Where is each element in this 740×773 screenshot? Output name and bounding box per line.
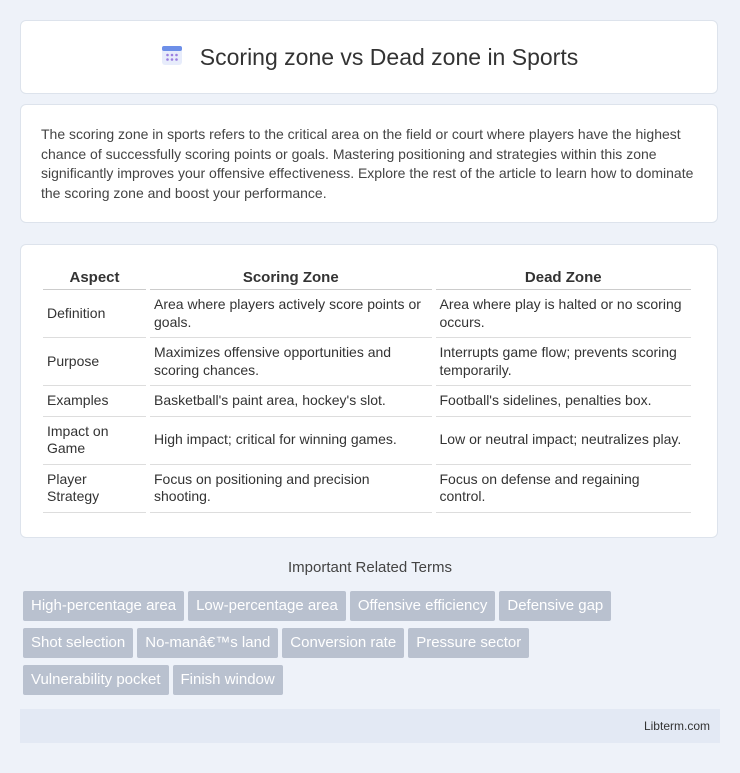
- related-term-tag[interactable]: High-percentage area: [23, 591, 184, 621]
- table-row: [43, 338, 691, 386]
- related-term-tag[interactable]: No-manâ€™s land: [137, 628, 278, 658]
- related-terms-title: Important Related Terms: [288, 559, 452, 576]
- row-aspect: Definition: [43, 290, 146, 338]
- footer: [20, 709, 720, 743]
- row-dead: Interrupts game flow; prevents scoring temporarily.: [436, 338, 692, 386]
- intro-card: [20, 104, 718, 223]
- table-row: [43, 290, 691, 338]
- row-aspect: Impact on Game: [43, 417, 146, 465]
- comparison-card: [20, 244, 718, 538]
- header-dead-zone: Dead Zone: [436, 267, 692, 290]
- page-title: Scoring zone vs Dead zone in Sports: [199, 43, 579, 70]
- related-term-tag[interactable]: Finish window: [173, 665, 283, 695]
- row-aspect: Examples: [43, 386, 146, 417]
- related-term-tag[interactable]: Conversion rate: [282, 628, 404, 658]
- related-term-tag[interactable]: Offensive efficiency: [350, 591, 496, 621]
- row-scoring: Area where players actively score points or goals.: [150, 290, 432, 338]
- footer-site-link[interactable]: Libterm.com: [643, 719, 710, 733]
- row-scoring: Focus on positioning and precision shooting.: [150, 465, 432, 513]
- row-dead: Football's sidelines, penalties box.: [436, 386, 692, 417]
- comparison-table: [39, 267, 695, 513]
- table-header-row: [43, 267, 691, 290]
- row-aspect: Player Strategy: [43, 465, 146, 513]
- header-card: [20, 20, 718, 94]
- header-aspect: Aspect: [43, 267, 146, 290]
- related-term-tag[interactable]: Low-percentage area: [188, 591, 346, 621]
- table-row: [43, 465, 691, 513]
- related-term-tag[interactable]: Shot selection: [23, 628, 133, 658]
- related-term-tag[interactable]: Pressure sector: [408, 628, 529, 658]
- related-term-tag[interactable]: Vulnerability pocket: [23, 665, 169, 695]
- row-scoring: High impact; critical for winning games.: [150, 417, 432, 465]
- row-dead: Area where play is halted or no scoring occurs.: [436, 290, 692, 338]
- row-scoring: Maximizes offensive opportunities and scoring chances.: [150, 338, 432, 386]
- row-scoring: Basketball's paint area, hockey's slot.: [150, 386, 432, 417]
- table-row: [43, 417, 691, 465]
- table-row: [43, 386, 691, 417]
- header-scoring-zone: Scoring Zone: [150, 267, 432, 290]
- related-term-tag[interactable]: Defensive gap: [499, 591, 611, 621]
- related-terms-list: [23, 591, 723, 702]
- row-aspect: Purpose: [43, 338, 146, 386]
- intro-text: The scoring zone in sports refers to the critical area on the field or court where players have the highest chance of successfully scoring points or goals. Mastering positioning and strategies within this zone significantly improves your offensive effectiveness. Explore the rest of the article to learn how to dominate the scoring zone and boost your performance.: [41, 126, 694, 201]
- row-dead: Low or neutral impact; neutralizes play.: [436, 417, 692, 465]
- row-dead: Focus on defense and regaining control.: [436, 465, 692, 513]
- calendar-icon: [160, 43, 184, 72]
